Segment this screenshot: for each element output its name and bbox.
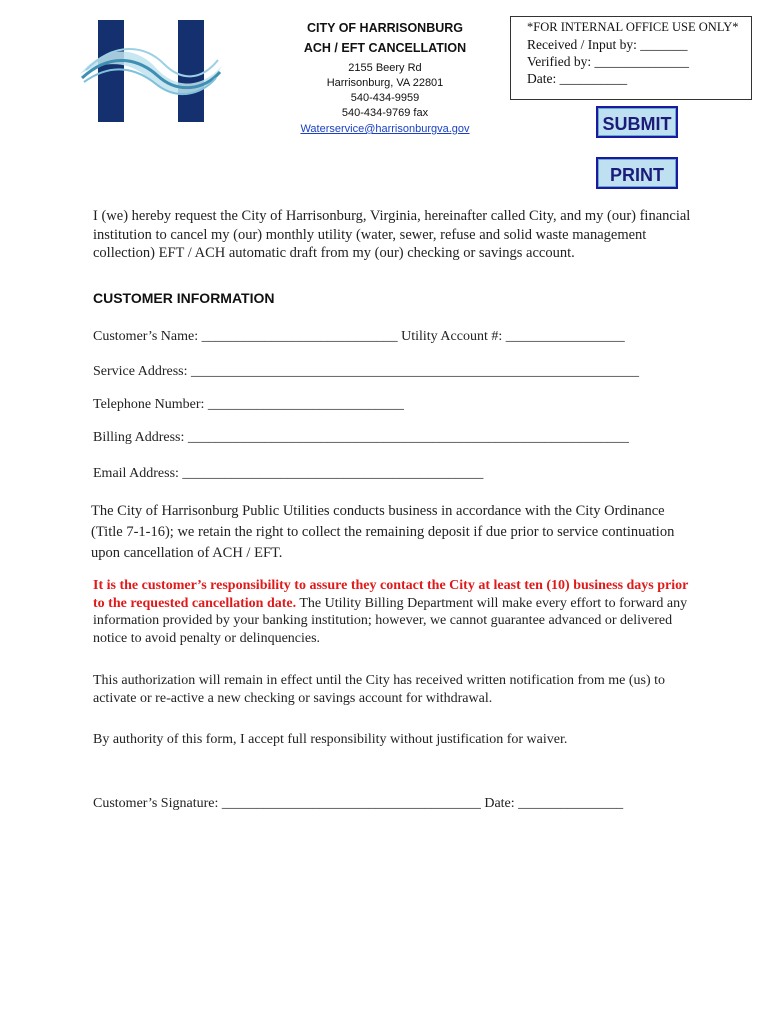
billing-address-field[interactable]: Billing Address: _______________________________________________________________ [93,430,629,445]
city-logo [76,16,226,126]
responsibility-detail: The Utility Billing Department will make every effort to forward any information provided by your banking institution; however, we cannot guarantee advanced or delivered notice to avoid penalty or delinquencies. [93,595,688,646]
print-button[interactable]: PRINT [596,157,678,189]
verified-by-field[interactable]: Verified by: ______________ [527,54,689,69]
email-link[interactable]: Waterservice@harrisonburgva.gov [300,123,470,135]
responsibility-paragraph [93,577,693,647]
telephone-field[interactable]: Telephone Number: ____________________________ [93,397,404,412]
office-box-title: *FOR INTERNAL OFFICE USE ONLY* [527,20,739,34]
form-title: ACH / EFT CANCELLATION [303,41,467,55]
ordinance-paragraph: The City of Harrisonburg Public Utilities conducts business in accordance with the City Ordinance (Title 7-1-16); we retain the right to collect the remaining deposit if due prior to service continuation upon cancellation of ACH / EFT. [91,503,675,561]
form-header [270,18,500,137]
city-state-zip: Harrisonburg, VA 22801 [326,77,444,89]
service-address-field[interactable]: Service Address: ________________________________________________________________ [93,364,639,379]
authority-paragraph: By authority of this form, I accept full responsibility without justification for waiver. [93,732,568,747]
internal-office-box [510,16,752,100]
fax-number: 540-434-9769 fax [341,107,429,119]
city-title: CITY OF HARRISONBURG [306,21,464,35]
street-address: 2155 Beery Rd [348,62,422,74]
received-input-field[interactable]: Received / Input by: _______ [527,37,688,52]
submit-button[interactable]: SUBMIT [596,106,678,138]
customer-name-field[interactable]: Customer’s Name: ____________________________ Utility Account #: _________________ [93,329,625,344]
signature-field[interactable]: Customer’s Signature: _____________________________________ Date: _______________ [93,796,624,811]
intro-paragraph: I (we) hereby request the City of Harrisonburg, Virginia, hereinafter called City, and my (our) financial institution to cancel my (our) monthly utility (water, sewer, refuse and solid waste management collection) EFT / ACH automatic draft from my (our) checking or savings account. [93,208,691,261]
responsibility-warning: It is the customer’s responsibility to assure they contact the City at least ten (10) business days prior to the requested cancellation date. [93,578,689,611]
phone-number: 540-434-9959 [350,92,420,104]
authorization-paragraph: This authorization will remain in effect until the City has received written notification from me (us) to activate or re-active a new checking or savings account for withdrawal. [93,673,666,706]
email-address-field[interactable]: Email Address: ___________________________________________ [93,466,484,481]
section-title: CUSTOMER INFORMATION [93,290,275,306]
office-date-field[interactable]: Date: __________ [527,71,628,86]
